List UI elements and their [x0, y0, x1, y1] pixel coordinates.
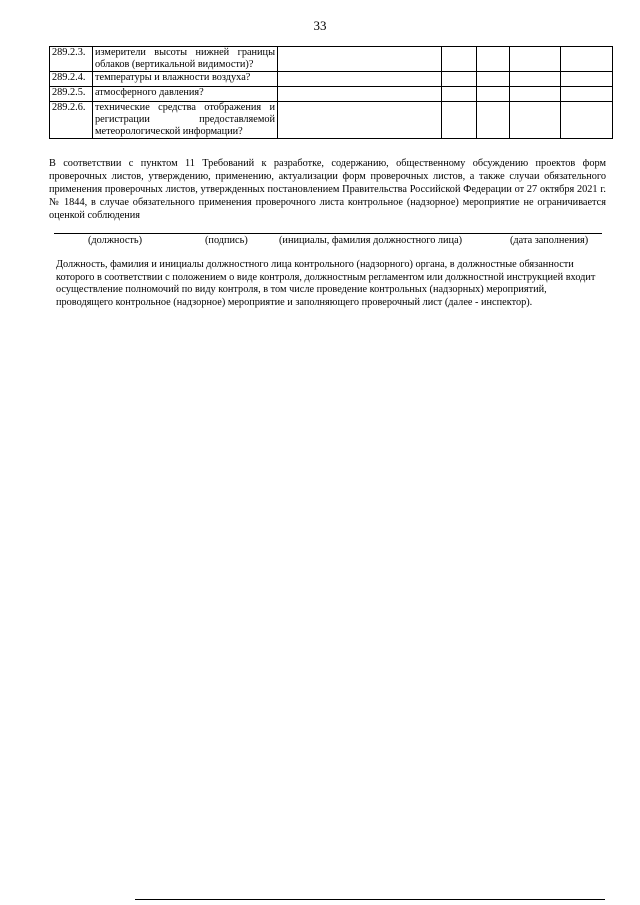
bottom-border-line	[135, 899, 605, 900]
table-row	[50, 87, 613, 102]
answer-cell[interactable]	[442, 72, 477, 87]
row-question: атмосферного давления?	[93, 87, 278, 102]
answer-cell[interactable]	[278, 87, 442, 102]
answer-cell[interactable]	[510, 47, 561, 72]
signature-label: (подпись)	[205, 235, 248, 246]
answer-cell[interactable]	[477, 47, 510, 72]
answer-cell[interactable]	[510, 102, 561, 139]
answer-cell[interactable]	[278, 72, 442, 87]
signature-line	[54, 233, 602, 234]
official-name-label: (инициалы, фамилия должностного лица)	[279, 235, 463, 246]
answer-cell[interactable]	[561, 102, 613, 139]
answer-cell[interactable]	[510, 72, 561, 87]
row-number: 289.2.6.	[50, 102, 93, 139]
row-question: измерители высоты нижней границы облаков (вертикальной видимости)?	[93, 47, 278, 72]
answer-cell[interactable]	[278, 47, 442, 72]
table-row	[50, 72, 613, 87]
answer-cell[interactable]	[510, 87, 561, 102]
answer-cell[interactable]	[442, 102, 477, 139]
row-question: температуры и влажности воздуха?	[93, 72, 278, 87]
answer-cell[interactable]	[561, 47, 613, 72]
row-number: 289.2.4.	[50, 72, 93, 87]
inspector-paragraph: Должность, фамилия и инициалы должностного лица контрольного (надзорного) органа, в должностные обязанности которого в соответствии с положением о виде контроля, должностным регламентом или должностной инструкцией входит осуществление полномочий по виду контроля, в том числе проведение контрольных (надзорных) мероприятий, проводящего контрольное (надзорное) мероприятие и заполняющего проверочный лист (далее - инспектор).	[56, 259, 596, 308]
checklist-table	[49, 46, 613, 139]
row-number: 289.2.3.	[50, 47, 93, 72]
answer-cell[interactable]	[442, 47, 477, 72]
answer-cell[interactable]	[477, 72, 510, 87]
requirements-paragraph: В соответствии с пунктом 11 Требований к разработке, содержанию, общественному обсуждению проектов форм проверочных листов, утверждению, применению, актуализации форм проверочных листов, а также случаи обязательного применения проверочных листов, утвержденных постановлением Правительства Российской Федерации от 27 октября 2021 г. № 1844, в случае обязательного применения проверочного листа контрольное (надзорное) мероприятие не ограничивается оценкой соблюдения	[49, 158, 606, 221]
position-label: (должность)	[88, 235, 143, 246]
fill-date-label: (дата заполнения)	[510, 235, 589, 246]
answer-cell[interactable]	[477, 102, 510, 139]
answer-cell[interactable]	[561, 87, 613, 102]
row-question: технические средства отображения и регистрации предоставляемой метеорологической информации?	[93, 102, 278, 139]
table-row	[50, 47, 613, 72]
row-number: 289.2.5.	[50, 87, 93, 102]
answer-cell[interactable]	[477, 87, 510, 102]
answer-cell[interactable]	[442, 87, 477, 102]
answer-cell[interactable]	[278, 102, 442, 139]
page-number: 33	[313, 18, 327, 33]
answer-cell[interactable]	[561, 72, 613, 87]
table-row	[50, 102, 613, 139]
